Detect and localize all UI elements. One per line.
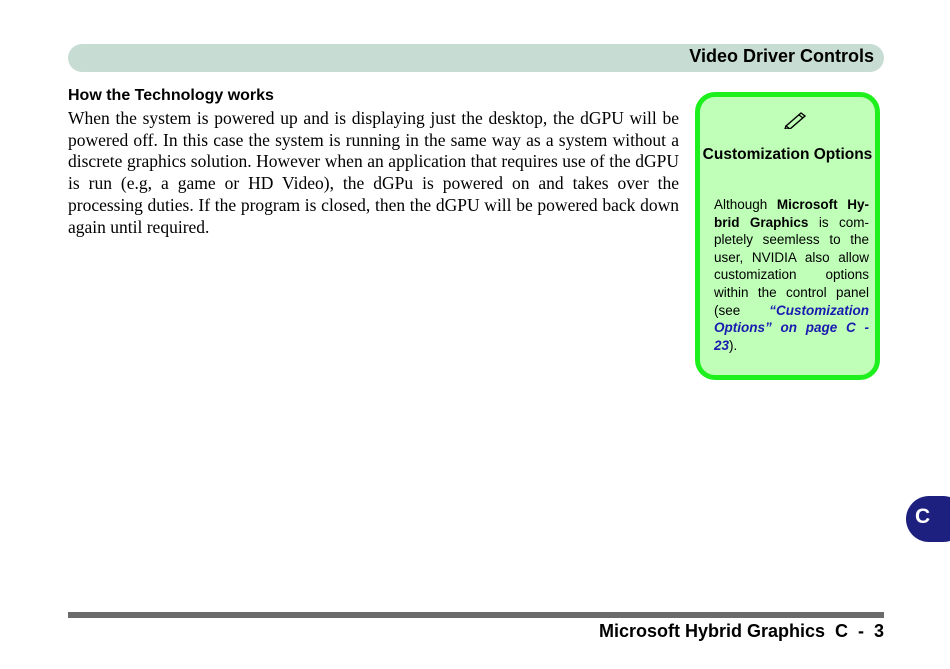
body-paragraph: When the system is powered up and is displaying just the desktop, the dGPU will be powered off. In this case the system is running in the same way as a system without a discrete graphics solution. However when an application that requires use of the dGPU is run (e.g, a game or HD Video), the dGPu is powered on and takes over the processing duties. If the program is closed, then the dGPU will be powered back down again until required. — [68, 108, 679, 237]
page-footer: Microsoft Hybrid Graphics C - 3 — [598, 621, 884, 641]
sidebar-text-part: ). — [729, 337, 738, 353]
sidebar-title: Customization Options — [702, 146, 873, 163]
sidebar-text-part: Although — [714, 197, 777, 212]
pencil-icon — [782, 109, 808, 129]
section-heading: How the Technology works — [68, 87, 274, 104]
sidebar-text — [714, 196, 869, 354]
page-header-title: Video Driver Controls — [689, 46, 874, 66]
sidebar-text-part: is com-pletely seemless to the user, NVIDIA also allow customization options within the control panel (see — [714, 214, 869, 318]
header-bar — [68, 44, 884, 72]
sidebar-note-box — [695, 92, 880, 380]
chapter-tab — [906, 496, 950, 542]
chapter-letter: C — [915, 505, 931, 528]
cross-reference-link[interactable]: “Customization Options” on page C - 23 — [714, 302, 869, 353]
sidebar-text-bold: Microsoft Hy-brid Graphics — [714, 197, 869, 230]
footer-rule — [68, 612, 884, 618]
